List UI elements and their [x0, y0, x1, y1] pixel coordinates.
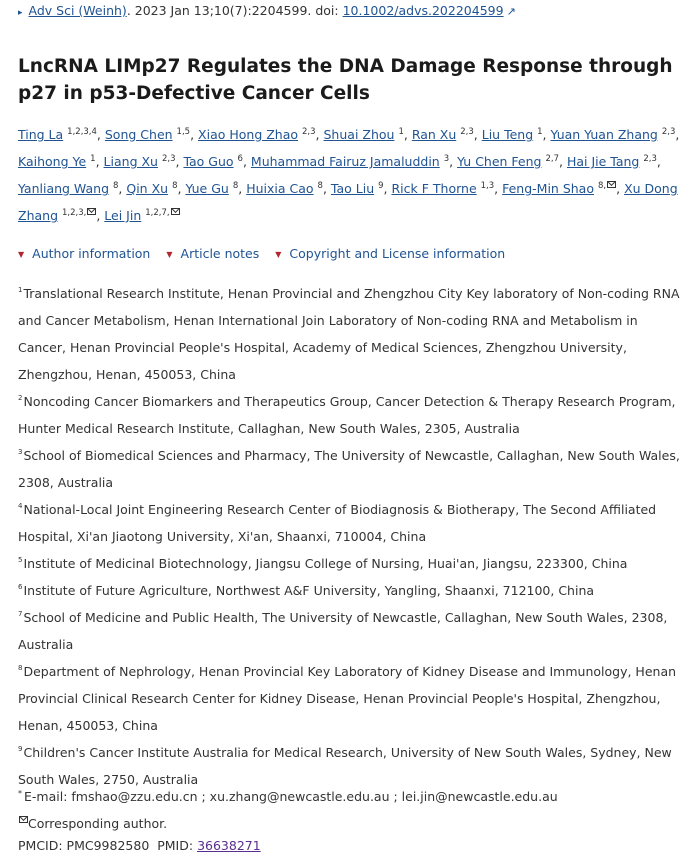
article-ids [18, 838, 261, 853]
corresponding-note [18, 810, 683, 837]
author-link[interactable]: Hai Jie Tang [566, 154, 640, 169]
author-affiliation-marker: 1 [537, 127, 543, 137]
author-link[interactable]: Xiao Hong Zhao [198, 127, 299, 142]
author-link[interactable]: Rick F Thorne [391, 181, 477, 196]
author-affiliation-marker: 1,2,3,4 [67, 127, 97, 137]
author-entry [251, 154, 449, 169]
affiliation-text: School of Biomedical Sciences and Pharmacy, The University of Newcastle, Callaghan, New South Wales, 2308, Australia [18, 448, 680, 490]
affiliation-number: 5 [18, 556, 23, 564]
author-link[interactable]: Tao Guo [183, 154, 234, 169]
mail-icon [87, 208, 96, 215]
author-entry [104, 154, 176, 169]
affiliation-number: 8 [18, 664, 23, 672]
author-affiliation-marker: 3 [443, 154, 450, 164]
author-affiliation-marker: 2,3 [661, 127, 676, 137]
journal-link[interactable]: Adv Sci (Weinh) [28, 3, 127, 18]
author-entry [567, 154, 657, 169]
author-link[interactable]: Kaihong Ye [18, 154, 87, 169]
affiliation-number: 2 [18, 394, 23, 402]
email-marker: * [18, 789, 22, 798]
author-affiliation-marker: 9 [378, 181, 384, 191]
corresponding-text: Corresponding author. [28, 816, 168, 831]
caret-down-icon: ▼ [166, 250, 173, 259]
author-link[interactable]: Yu Chen Feng [457, 154, 542, 169]
author-link[interactable]: Yuan Yuan Zhang [550, 127, 658, 142]
affiliation-number: 9 [18, 745, 23, 753]
expand-triangle-icon[interactable]: ▸ [18, 8, 23, 18]
author-link[interactable]: Song Chen [104, 127, 173, 142]
author-affiliation-marker: 8 [113, 181, 119, 191]
author-affiliation-marker: 6 [237, 154, 243, 164]
affiliation-item [18, 280, 683, 388]
author-link[interactable]: Xu Dong Zhang [18, 181, 678, 223]
author-entry [18, 127, 97, 142]
affiliation-text: Department of Nephrology, Henan Provincial Key Laboratory of Kidney Disease and Immunology, Henan Provincial Clinical Research Center for Kidney Disease, Henan Provincial People's Hospital, Zhengzhou, Henan, 450053, China [18, 664, 677, 733]
author-affiliation-marker: 1,5 [176, 127, 191, 137]
author-entry [457, 154, 559, 169]
author-link[interactable]: Liu Teng [481, 127, 534, 142]
info-toggle-label: Copyright and License information [289, 246, 506, 261]
pmcid: PMCID: PMC9982580 [18, 838, 150, 853]
author-link[interactable]: Yue Gu [185, 181, 229, 196]
author-link[interactable]: Tao Liu [330, 181, 375, 196]
author-affiliation-marker: 2,3 [460, 127, 474, 137]
affiliation-text: School of Medicine and Public Health, The University of Newcastle, Callaghan, New South Wales, 2308, Australia [18, 610, 668, 652]
author-affiliation-marker: 8 [232, 181, 239, 191]
author-entry [482, 127, 543, 142]
affiliation-text: Children's Cancer Institute Australia for Medical Research, University of New South Wales, Sydney, New South Wales, 2750, Australia [18, 745, 672, 787]
author-entry [331, 181, 384, 196]
pmid-label: PMID: [157, 838, 198, 853]
author-link[interactable]: Ting La [18, 127, 64, 142]
author-link[interactable]: Liang Xu [103, 154, 158, 169]
affiliation-item [18, 550, 683, 577]
author-affiliation-marker: 1,2,3, [62, 208, 87, 218]
author-entry [185, 181, 238, 196]
author-entry [18, 181, 118, 196]
affiliation-list [18, 280, 683, 793]
affiliation-number: 3 [18, 448, 23, 456]
affiliation-item [18, 388, 683, 442]
affiliation-number: 7 [18, 610, 23, 618]
author-link[interactable]: Huixia Cao [246, 181, 314, 196]
author-list: Ting La $^{1,2,3,4}$, Song Chen $^{1,5}$, Xiao Hong Zhao $^{2,3}$, Shuai Zhou $^1$, Ran Xu $^{2,3}$, Liu Teng $^1$, Yuan Yuan Zhang $^{2,3}$, Kaihong Ye $^1$, Liang Xu $^{2,3}$, Tao Guo $^6$, Muhammad Fairuz Jamaluddin $^3$, Yu Chen Feng $^{2,7}$, Hai Jie Tang $^{2,3}$, Yanliang Wang $^8$, Qin Xu $^8$, Yue Gu $^8$, Huixia Cao $^8$, Tao Liu $^9$, Rick F Thorne $^{1,3}$, Feng-Min Shao $^{8,}$ , Xu Dong Zhang $^{1,2,3,}$ , Lei Jin $^{1,2,7,}$ [18, 127, 680, 223]
citation-line [18, 3, 516, 18]
author-affiliation-marker: 2,3 [161, 154, 176, 164]
author-link[interactable]: Lei Jin [104, 208, 142, 223]
info-toggle[interactable] [275, 246, 521, 261]
affiliation-number: 4 [18, 502, 23, 510]
affiliation-text: Translational Research Institute, Henan Provincial and Zhengzhou City Key laboratory of Non-coding RNA and Cancer Metabolism, Henan International Join Laboratory of Non-coding RNA and Metabolism in Cancer, Henan Provincial People's Hospital, Academy of Medical Sciences, Zhengzhou University, Zhengzhou, Henan, 450053, China [18, 286, 680, 382]
author-entry [18, 154, 96, 169]
author-entry [324, 127, 404, 142]
author-affiliation-marker: 1,3 [480, 181, 495, 191]
citation-details: . 2023 Jan 13;10(7):2204599. doi: [126, 3, 343, 18]
affiliation-text: Institute of Future Agriculture, Northwest A&F University, Yangling, Shaanxi, 712100, China [23, 583, 595, 598]
author-entry [502, 181, 616, 196]
affiliation-item [18, 604, 683, 658]
email-note [18, 783, 683, 810]
affiliation-text: Noncoding Cancer Biomarkers and Therapeutics Group, Cancer Detection & Therapy Research Program, Hunter Medical Research Institute, Callaghan, New South Wales, 2305, Australia [18, 394, 676, 436]
affiliation-item [18, 496, 683, 550]
affiliation-item [18, 577, 683, 604]
author-affiliation-marker: 8 [317, 181, 323, 191]
info-toggle-label: Article notes [180, 246, 260, 261]
author-entry [198, 127, 316, 142]
author-link[interactable]: Ran Xu [411, 127, 457, 142]
email-text: E-mail: fmshao@zzu.edu.cn ; xu.zhang@newcastle.edu.au ; lei.jin@newcastle.edu.au [24, 789, 558, 804]
author-link[interactable]: Qin Xu [126, 181, 169, 196]
author-entry [412, 127, 474, 142]
info-toggle-label: Author information [32, 246, 151, 261]
affiliation-item [18, 442, 683, 496]
author-entry [104, 208, 179, 223]
doi-link[interactable]: 10.1002/advs.202204599 [342, 3, 504, 18]
info-toggles [18, 246, 521, 261]
author-entry [183, 154, 243, 169]
caret-down-icon: ▼ [275, 250, 282, 259]
affiliation-text: National-Local Joint Engineering Research Center of Biodiagnosis & Biotherapy, The Second Affiliated Hospital, Xi'an Jiaotong University, Xi'an, Shaanxi, 710004, China [18, 502, 657, 544]
article-title: LncRNA LIMp27 Regulates the DNA Damage Response through p27 in p53-Defective Cancer Cells [18, 56, 673, 104]
author-link[interactable]: Muhammad Fairuz Jamaluddin [250, 154, 440, 169]
mail-icon [19, 816, 28, 823]
author-affiliation-marker: 8 [172, 181, 178, 191]
author-entry [551, 127, 676, 142]
author-affiliation-marker: 2,3 [643, 154, 657, 164]
author-affiliation-marker: 2,7 [545, 154, 559, 164]
author-entry [391, 181, 494, 196]
author-entry [246, 181, 323, 196]
mail-icon [171, 208, 180, 215]
info-toggle[interactable] [18, 246, 166, 261]
author-affiliation-marker: 8, [597, 181, 607, 191]
affiliation-item [18, 658, 683, 739]
author-affiliation-marker: 1,2,7, [145, 208, 170, 218]
external-link-icon[interactable]: ↗ [506, 5, 516, 18]
author-entry [105, 127, 190, 142]
affiliation-number: 1 [18, 286, 23, 294]
author-affiliation-marker: 1 [398, 127, 404, 137]
pmid-link[interactable]: 36638271 [197, 838, 261, 853]
author-affiliation-marker: 1 [90, 154, 96, 164]
author-link[interactable]: Shuai Zhou [323, 127, 395, 142]
mail-icon [607, 181, 616, 188]
author-entry [126, 181, 177, 196]
author-affiliation-marker: 2,3 [302, 127, 316, 137]
info-toggle[interactable] [166, 246, 275, 261]
affiliation-text: Institute of Medicinal Biotechnology, Jiangsu College of Nursing, Huai'an, Jiangsu, 223300, China [23, 556, 628, 571]
author-link[interactable]: Yanliang Wang [18, 181, 110, 196]
caret-down-icon: ▼ [18, 250, 25, 259]
author-link[interactable]: Feng-Min Shao [502, 181, 594, 196]
affiliation-number: 6 [18, 583, 23, 591]
author-notes [18, 783, 683, 837]
